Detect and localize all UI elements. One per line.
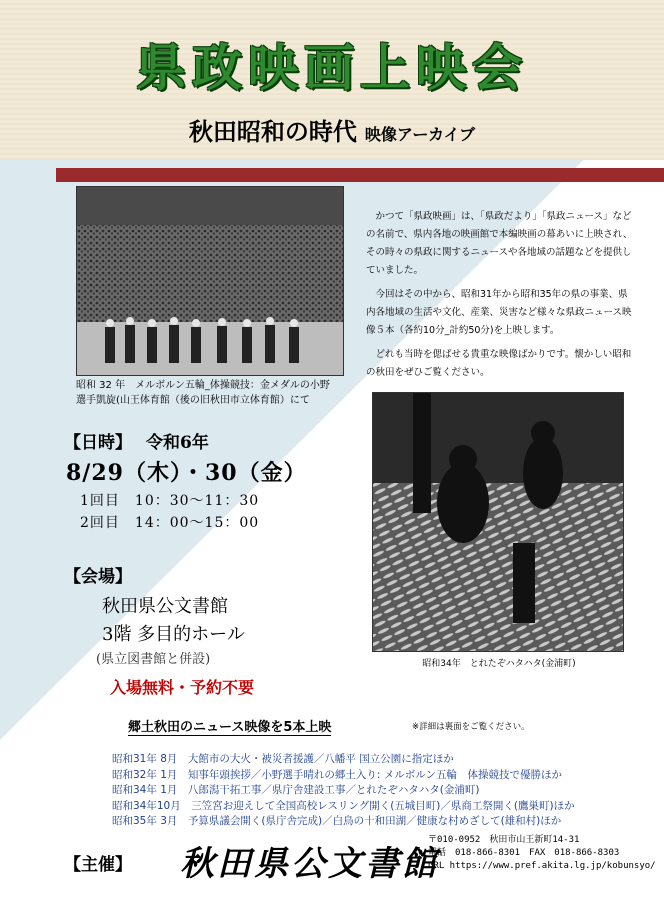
admission-notice: 入場無料・予約不要 — [110, 678, 255, 697]
contact-address: 〒010-0952 秋田市山王新町14-31 — [428, 835, 580, 845]
list-item: 昭和35年 3月 予算県議会開く(県庁舎完成)／白鳥の十和田湖／健康な村めざして(雄和村)ほか — [112, 815, 562, 827]
contact-url: URL https://www.pref.akita.lg.jp/kobunsyo/ — [428, 861, 656, 871]
photo-olympic-caption — [76, 378, 366, 408]
list-item: 昭和32年 1月 知事年頭挨拶／小野選手晴れの郷土入り: メルボルン五輪 体操競技で優勝ほか — [112, 768, 562, 781]
datetime-label — [64, 428, 209, 453]
news-heading-text: 郷土秋田のニュース映像を5本上映 — [128, 720, 332, 735]
subtitle-small: 映像アーカイブ — [364, 125, 476, 144]
sponsor-name: 秋田県公文書館 — [180, 844, 439, 884]
page-title: 県政映画上映会 — [136, 38, 528, 97]
photo-hatahata-caption: 昭和34年 とれたぞハタハタ(金浦町) — [422, 659, 576, 669]
venue-note: (県立図書館と併設) — [96, 652, 211, 667]
caption-line: 選手凱旋(山王体育館（後の旧秋田市立体育館）にて — [76, 395, 310, 406]
contact-phone: 電話 018-866-8301 FAX 018-866-8303 — [428, 848, 620, 858]
event-dates: 8/29（木）・30（金） — [66, 460, 307, 486]
news-note: ※詳細は裏面をご覧ください。 — [412, 722, 530, 732]
red-divider-bar — [56, 168, 664, 182]
caption-line: 昭和 32 年 メルボルン五輪_体操競技：金メダルの小野 — [76, 380, 330, 391]
contact-info — [428, 834, 656, 873]
photo-hatahata — [372, 392, 624, 652]
venue-name: 秋田県公文書館 — [102, 596, 228, 617]
news-list — [112, 752, 575, 830]
session-1: 1回目 10：30〜11：30 — [80, 493, 260, 509]
datetime-era: 令和6年 — [146, 433, 209, 453]
list-item: 昭和34年10月 三笠宮お迎えして全国高校レスリング開く(五城目町)／県商工祭開く(鷹巣町)ほか — [112, 799, 575, 812]
datetime-label-text: 【日時】 — [64, 433, 132, 453]
venue-room: 3階 多目的ホール — [102, 624, 245, 645]
page-subtitle — [0, 112, 664, 147]
venue-label: 【会場】 — [64, 567, 132, 587]
session-2: 2回目 14：00〜15：00 — [80, 515, 260, 531]
intro-paragraph: 今回はその中から、昭和31年から昭和35年の県の事業、県内各地域の生活や文化、産業、災害など様々な県政ニュース映像５本（各約10分_計約50分)を上映します。 — [366, 289, 632, 336]
list-item: 昭和34年 1月 八郎潟干拓工事／県庁舎建設工事／とれたぞハタハタ(金浦町) — [112, 784, 480, 796]
sponsor-label: 【主催】 — [64, 855, 132, 875]
header-band — [0, 0, 664, 160]
news-heading — [128, 716, 331, 735]
intro-paragraph: かつて「県政映画」は、「県政だより」「県政ニュース」などの名前で、県内各地の映画館で本編映画の幕あいに上映され、その時々の県政に関するニュースや各地域の話題などを提供していました。 — [366, 211, 633, 276]
intro-text — [366, 208, 636, 388]
list-item: 昭和31年 8月 大館市の大火・被災者援護／八幡平 国立公園に指定ほか — [112, 753, 454, 765]
intro-paragraph: どれも当時を偲ばせる貴重な映像ばかりです。懐かしい昭和の秋田をぜひご覧ください。 — [366, 349, 632, 378]
subtitle-main: 秋田昭和の時代 — [188, 117, 357, 146]
photo-olympic-celebration — [76, 186, 344, 376]
